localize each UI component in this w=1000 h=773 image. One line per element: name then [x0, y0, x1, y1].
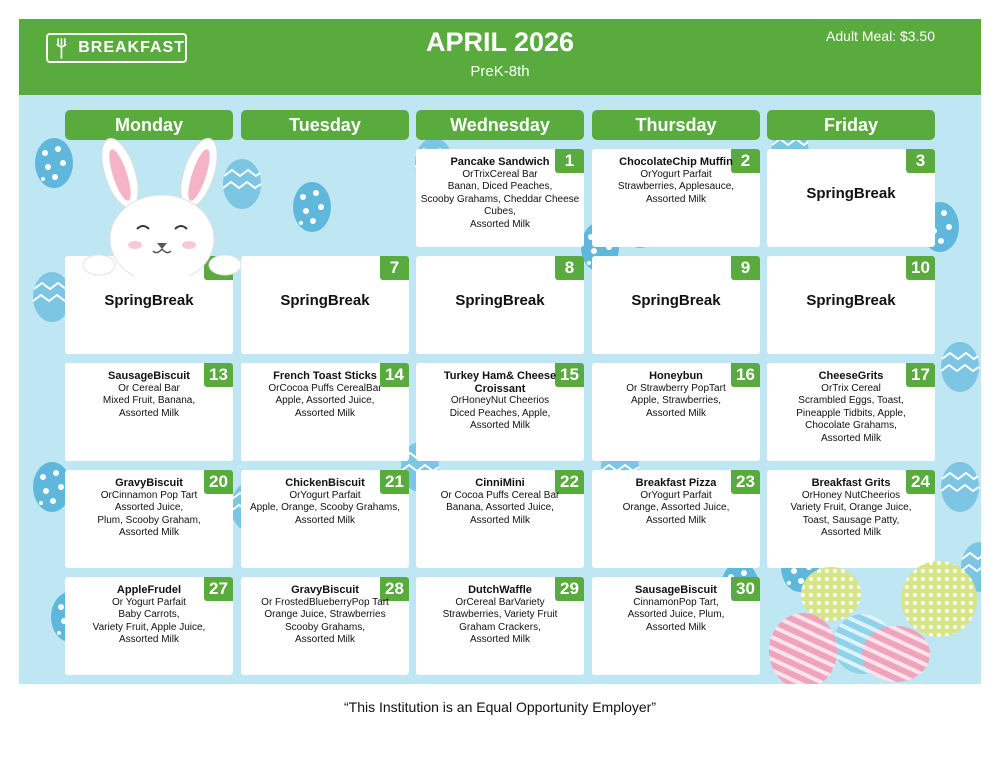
menu-line: Scooby Grahams, — [284, 621, 366, 633]
menu-content — [594, 477, 758, 527]
day-cell — [416, 470, 584, 568]
menu-line: Assorted Milk — [469, 514, 530, 526]
menu-main-item: CinniMini — [475, 477, 525, 489]
day-cell — [416, 577, 584, 675]
bunny-illustration — [77, 131, 247, 276]
menu-line: Assorted Milk — [469, 634, 530, 645]
menu-content — [67, 584, 231, 647]
menu-line: OrHoney NutCheerios — [801, 489, 901, 501]
menu-main-item: CheeseGrits — [818, 370, 884, 382]
menu-line: Baby Carrots, — [118, 609, 180, 620]
menu-content — [769, 370, 933, 445]
day-cell — [416, 149, 584, 247]
menu-line: Assorted Milk — [118, 407, 179, 419]
spring-break-label: SpringBreak — [631, 292, 721, 309]
day-cell — [592, 149, 760, 247]
day-cell — [592, 256, 760, 354]
menu-main-item: ChickenBiscuit — [285, 477, 365, 489]
day-number: 15 — [555, 363, 584, 387]
day-number: 16 — [731, 363, 760, 387]
equal-opportunity-footer: “This Institution is an Equal Opportunity Employer” — [343, 699, 657, 715]
menu-main-item: DutchWaffle — [468, 584, 532, 596]
day-number: 29 — [555, 577, 584, 601]
day-cell — [241, 577, 409, 675]
menu-line: Assorted Milk — [118, 527, 179, 538]
background-egg — [33, 135, 75, 189]
easter-eggs-illustration — [751, 559, 981, 684]
adult-meal-price: Adult Meal: $3.50 — [826, 28, 935, 44]
menu-line: OrCereal BarVariety — [455, 596, 545, 608]
calendar-frame — [19, 19, 981, 684]
menu-content — [418, 156, 582, 231]
menu-line: Plum, Scooby Graham, — [97, 514, 201, 526]
menu-main-item: ChocolateChip Muffin — [619, 156, 733, 168]
menu-line: OrCinnamon Pop Tart — [100, 489, 198, 501]
menu-line: Or Cocoa Puffs Cereal Bar — [440, 489, 560, 501]
day-number: 27 — [204, 577, 233, 601]
menu-main-item: Turkey Ham& Cheese Croissant — [443, 370, 557, 395]
menu-line: Or Strawberry PopTart — [626, 382, 726, 394]
day-cell — [767, 256, 935, 354]
menu-line: Assorted Milk — [645, 193, 706, 205]
page-title: APRIL 2026 — [425, 27, 575, 57]
menu-line: OrYogurt Parfait — [289, 489, 361, 501]
day-number: 9 — [731, 256, 760, 280]
menu-main-item: Breakfast Grits — [811, 477, 891, 489]
day-number: 23 — [731, 470, 760, 494]
menu-line: Or Cereal Bar — [118, 382, 180, 394]
menu-line: Scrambled Eggs, Toast, — [798, 395, 904, 406]
day-cell — [65, 577, 233, 675]
menu-content — [418, 477, 582, 527]
menu-line: Assorted Milk — [645, 514, 706, 526]
menu-line: Assorted Milk — [294, 514, 355, 526]
spring-break-label: SpringBreak — [806, 292, 896, 309]
menu-content — [418, 584, 582, 647]
menu-line: OrCocoa Puffs CerealBar — [268, 382, 382, 394]
day-cell — [767, 149, 935, 247]
menu-line: OrYogurt Parfait — [640, 489, 712, 501]
menu-line: OrTrixCereal Bar — [462, 168, 538, 180]
day-number: 30 — [731, 577, 760, 601]
menu-line: Apple, Assorted Juice, — [275, 395, 375, 406]
day-header-thursday: Thursday — [592, 110, 760, 140]
day-cell — [241, 363, 409, 461]
day-number: 20 — [204, 470, 233, 494]
day-number: 17 — [906, 363, 935, 387]
menu-line: Assorted Milk — [294, 634, 355, 645]
menu-line: Banan, Diced Peaches, — [447, 181, 553, 192]
day-number: 21 — [380, 470, 409, 494]
logo-label: BREAKFAST — [78, 39, 185, 56]
menu-line: Assorted Milk — [469, 420, 530, 431]
menu-line: Assorted Milk — [118, 634, 179, 645]
menu-line: Variety Fruit, Orange Juice, — [790, 502, 912, 513]
menu-main-item: Honeybun — [649, 370, 703, 382]
menu-content — [243, 584, 407, 647]
day-cell — [416, 256, 584, 354]
menu-line: Or Yogurt Parfait — [112, 596, 186, 608]
spring-break-label: SpringBreak — [104, 292, 194, 309]
day-number: 13 — [204, 363, 233, 387]
menu-main-item: Breakfast Pizza — [635, 477, 717, 489]
menu-line: CinnamonPop Tart, — [633, 596, 719, 608]
day-number: 10 — [906, 256, 935, 280]
menu-line: Assorted Juice, — [114, 502, 184, 513]
day-cell — [416, 363, 584, 461]
menu-line: Cubes, — [484, 206, 516, 217]
day-cell — [592, 470, 760, 568]
menu-content — [67, 370, 231, 420]
day-number: 24 — [906, 470, 935, 494]
menu-line: Graham Crackers, — [459, 621, 541, 633]
menu-line: Or FrostedBlueberryPop Tart — [261, 596, 389, 608]
menu-line: OrTrix Cereal — [821, 382, 881, 394]
menu-main-item: GravyBiscuit — [291, 584, 359, 596]
menu-line: Assorted Milk — [645, 407, 706, 419]
day-number: 22 — [555, 470, 584, 494]
day-cell — [65, 363, 233, 461]
menu-line: Assorted Juice, Plum, — [627, 609, 725, 620]
menu-line: OrYogurt Parfait — [640, 168, 712, 180]
day-number: 7 — [380, 256, 409, 280]
menu-content — [418, 370, 582, 433]
menu-main-item: SausageBiscuit — [108, 370, 190, 382]
menu-line: Strawberries, Applesauce, — [617, 181, 735, 192]
spring-break-label: SpringBreak — [455, 292, 545, 309]
menu-line: Orange Juice, Strawberries — [264, 609, 386, 620]
day-number: 14 — [380, 363, 409, 387]
menu-content — [769, 477, 933, 540]
menu-main-item: SausageBiscuit — [635, 584, 717, 596]
spring-break-label: SpringBreak — [806, 185, 896, 202]
day-header-wednesday: Wednesday — [416, 110, 584, 140]
day-cell — [241, 256, 409, 354]
spring-break-label: SpringBreak — [280, 292, 370, 309]
menu-main-item: Pancake Sandwich — [450, 156, 550, 168]
menu-line: Diced Peaches, Apple, — [449, 407, 551, 419]
menu-line: Chocolate Grahams, — [805, 420, 897, 431]
menu-content — [594, 156, 758, 206]
background-egg — [939, 459, 981, 513]
grade-label: PreK-8th — [470, 63, 530, 80]
menu-line: Pineapple Tidbits, Apple, — [796, 407, 906, 419]
menu-content — [594, 370, 758, 420]
menu-main-item: GravyBiscuit — [115, 477, 183, 489]
menu-line: OrHoneyNut Cheerios — [450, 395, 550, 406]
day-cell — [592, 363, 760, 461]
day-header-tuesday: Tuesday — [241, 110, 409, 140]
day-number: 3 — [906, 149, 935, 173]
menu-main-item: AppleFrudel — [116, 584, 182, 596]
menu-line: Strawberries, Variety Fruit — [442, 609, 558, 620]
day-cell — [241, 470, 409, 568]
menu-main-item: French Toast Sticks — [273, 370, 377, 382]
day-number: 2 — [731, 149, 760, 173]
day-number: 8 — [555, 256, 584, 280]
background-egg — [939, 339, 981, 393]
menu-line: Mixed Fruit, Banana, — [102, 395, 196, 406]
day-header-friday: Friday — [767, 110, 935, 140]
menu-line: Banana, Assorted Juice, — [446, 502, 554, 513]
header-bar — [19, 19, 981, 95]
menu-line: Assorted Milk — [645, 621, 706, 633]
menu-line: Scooby Grahams, Cheddar Cheese — [420, 193, 580, 205]
menu-line: Assorted Milk — [820, 432, 881, 444]
menu-line: Apple, Strawberries, — [630, 395, 722, 406]
day-header-monday: Monday — [65, 110, 233, 140]
menu-line: Assorted Milk — [469, 218, 530, 230]
menu-content — [243, 370, 407, 420]
day-cell — [767, 363, 935, 461]
menu-content — [243, 477, 407, 527]
menu-line: Orange, Assorted Juice, — [622, 502, 730, 513]
day-cell — [65, 470, 233, 568]
menu-line: Assorted Milk — [294, 407, 355, 419]
day-cell — [767, 470, 935, 568]
menu-line: Toast, Sausage Patty, — [802, 514, 900, 526]
menu-content — [594, 584, 758, 634]
menu-line: Apple, Orange, Scooby Grahams, — [249, 502, 401, 513]
background-egg — [291, 179, 333, 233]
day-number: 28 — [380, 577, 409, 601]
day-number: 1 — [555, 149, 584, 173]
menu-line: Assorted Milk — [820, 527, 881, 538]
menu-line: Variety Fruit, Apple Juice, — [92, 621, 206, 633]
day-cell — [592, 577, 760, 675]
menu-content — [67, 477, 231, 540]
